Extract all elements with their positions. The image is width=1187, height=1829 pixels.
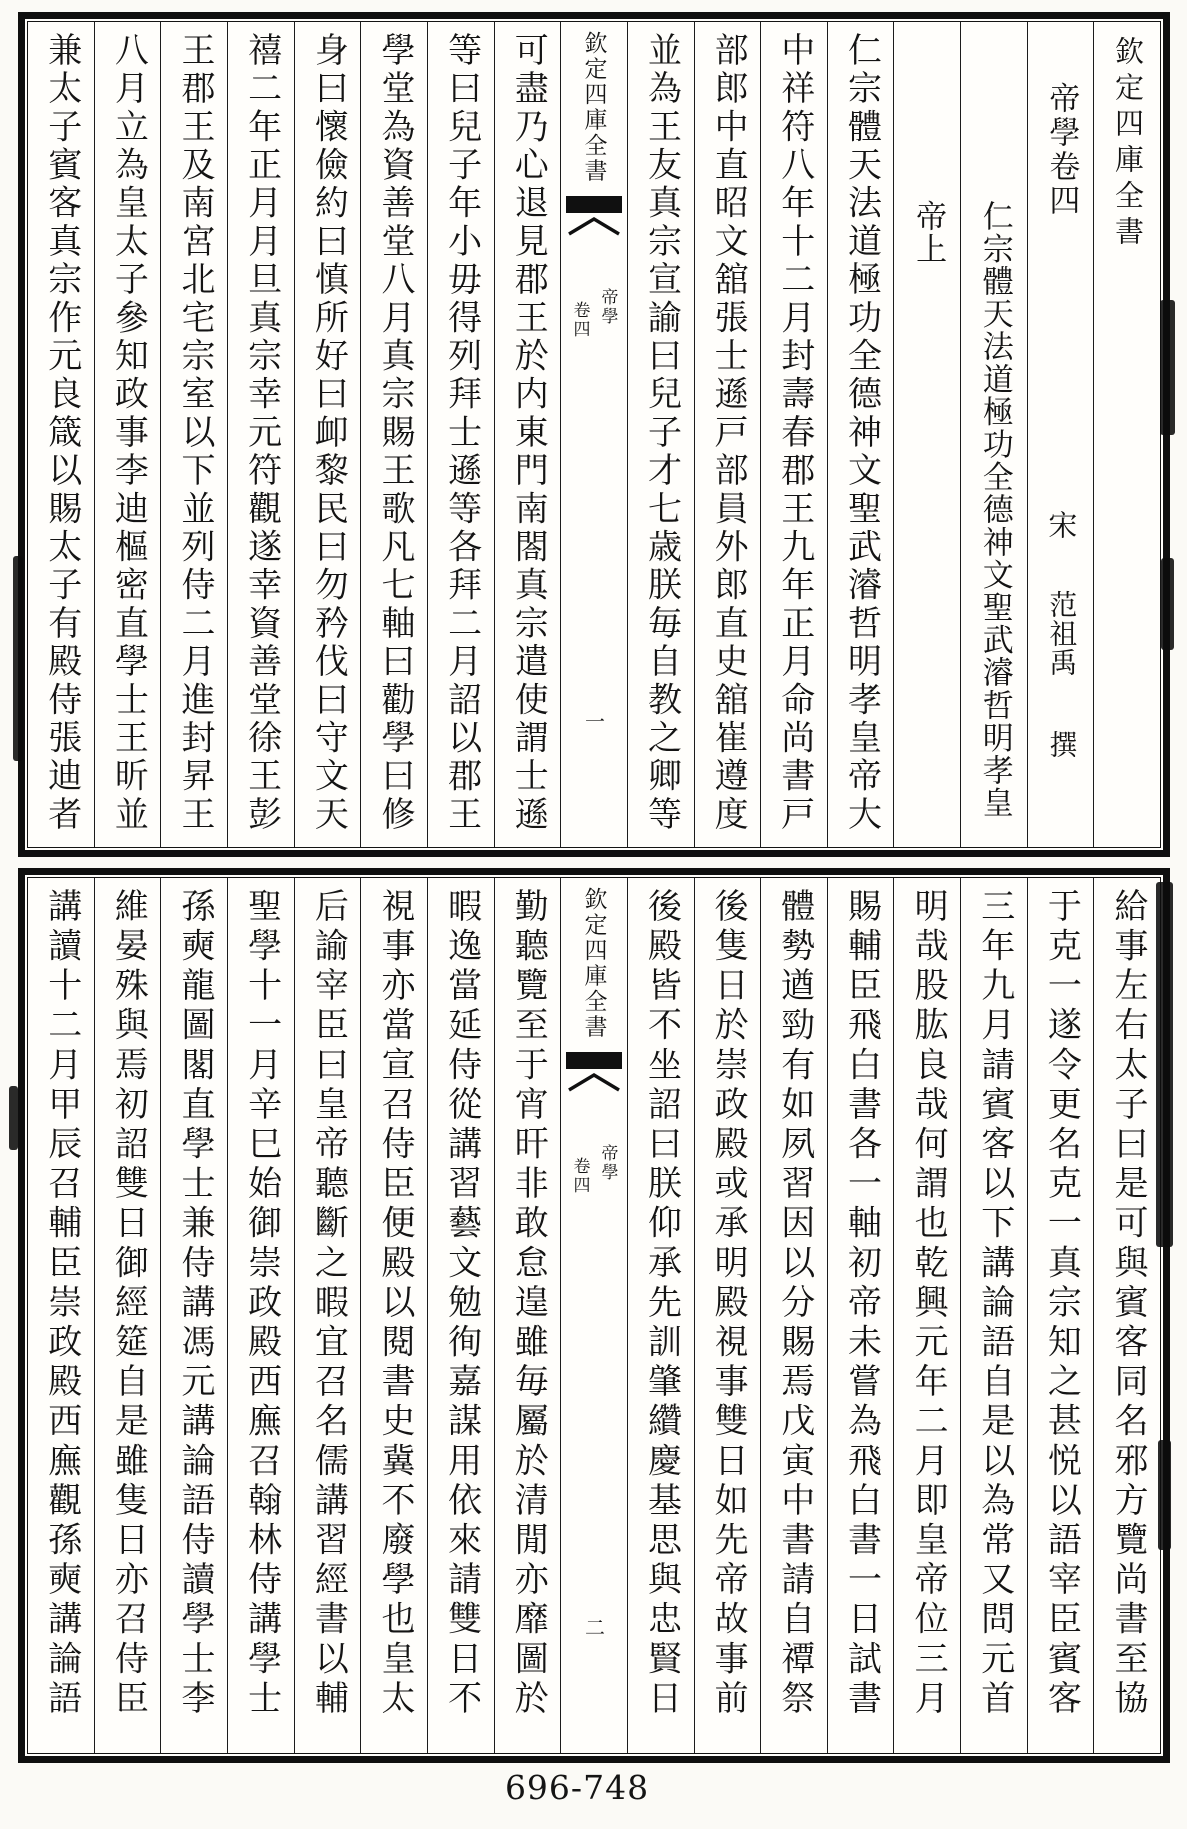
text-column: 賜輔臣飛白書各一軸初帝未嘗為飛白書一日試書: [827, 878, 894, 1753]
text-column: 孫奭龍圖閣直學士兼侍講馮元講論語侍讀學士李: [160, 878, 227, 1753]
text-column: 后諭宰臣曰皇帝聽斷之暇宜召名儒講習經書以輔: [294, 878, 361, 1753]
page-block-top-inner: [27, 21, 1161, 848]
text-column: 部郎中直昭文舘張士遜戸部員外郎直史舘崔遵度: [694, 22, 761, 847]
volume-author-column: [1027, 22, 1094, 847]
fishtail-mark: [566, 1052, 622, 1094]
text-column: 體勢遒勁有如夙習因以分賜焉戊寅中書請自禫祭: [760, 878, 827, 1753]
text-column: 給事左右太子曰是可與賓客同名邪方覽尚書至協: [1093, 878, 1160, 1753]
author-role: 撰: [1045, 730, 1079, 758]
text-column: 聖學十一月辛巳始御崇政殿西廡召翰林侍講學士: [227, 878, 294, 1753]
banxin-column: [560, 22, 627, 847]
text-column: 後殿皆不坐詔曰朕仰承先訓肇纘慶基思與忠賢日: [627, 878, 694, 1753]
text-column: 學堂為資善堂八月真宗賜王歌凡七軸曰勸學曰修: [360, 22, 427, 847]
text-column: 維晏殊與焉初詔雙日御經筵自是雖隻日亦召侍臣: [94, 878, 161, 1753]
banxin-juan-number: 卷四: [569, 1157, 590, 1195]
banxin-book-label: [568, 1144, 621, 1195]
fishtail-mark: [566, 196, 622, 238]
banxin-series-title: 欽定四庫全書: [580, 887, 607, 1040]
banxin-page-number: 二: [581, 1617, 606, 1637]
text-column: 勤聽覽至于宵旰非敢怠遑雖毎屬於清閒亦靡圖於: [494, 878, 561, 1753]
banxin-book-title: 帝學: [597, 288, 618, 326]
text-column: 講讀十二月甲辰召輔臣崇政殿西廡觀孫奭講論語: [41, 888, 82, 1720]
series-title-column: 欽定四庫全書: [1093, 22, 1160, 847]
author-dynasty: 宋: [1044, 510, 1079, 539]
banxin-column: [560, 878, 627, 1753]
text-column: 並為王友真宗宣諭曰兒子才七歳朕毎自教之卿等: [627, 22, 694, 847]
volume-title: 帝學卷四: [1043, 82, 1080, 218]
text-column: 三年九月請賓客以下講論語自是以為常又問元首: [960, 878, 1027, 1753]
text-column: 明哉股肱良哉何謂也乾興元年二月即皇帝位三月: [893, 878, 960, 1753]
author-name: 范祖禹: [1045, 590, 1079, 677]
page-block-top: [18, 12, 1170, 857]
text-column: 八月立為皇太子參知政事李迪樞密直學士王昕並: [94, 22, 161, 847]
text-column: 身曰懷儉約曰慎所好曰卹黎民曰勿矜伐曰守文天: [294, 22, 361, 847]
text-column: 可盡乃心退見郡王於内東門南閤真宗遣使謂士遜: [494, 22, 561, 847]
banxin-juan-number: 卷四: [569, 301, 590, 339]
scan-artifact: [13, 556, 23, 761]
scan-artifact: [1161, 558, 1174, 650]
text-column: 王郡王及南宮北宅宗室以下並列侍二月進封昇王: [160, 22, 227, 847]
text-column: 暇逸當延侍從講習藝文勉徇嘉謀用依來請雙日不: [427, 878, 494, 1753]
folio-number: 696-748: [504, 1768, 650, 1807]
chapter-heading-line2: 帝上: [893, 22, 960, 847]
scan-artifact: [9, 1086, 18, 1150]
banxin-book-title: 帝學: [597, 1144, 618, 1182]
text-column: 于克一遂令更名克一真宗知之甚悦以語宰臣賓客: [1027, 878, 1094, 1753]
scan-artifact: [1158, 1440, 1171, 1550]
chapter-heading-line1: 仁宗體天法道極功全德神文聖武濬哲明孝皇: [960, 22, 1027, 847]
text-column: 兼太子賓客真宗作元良箴以賜太子有殿侍張迪者: [41, 32, 82, 835]
text-column: 中祥符八年十二月封壽春郡王九年正月命尚書戸: [760, 22, 827, 847]
page-block-bottom: [18, 868, 1170, 1763]
banxin-book-label: [568, 288, 621, 339]
scan-artifact: [1156, 882, 1173, 1247]
text-column: 仁宗體天法道極功全德神文聖武濬哲明孝皇帝大: [827, 22, 894, 847]
text-column: 視事亦當宣召侍臣便殿以閱書史冀不廢學也皇太: [360, 878, 427, 1753]
scan-artifact: [1160, 300, 1175, 435]
banxin-page-number: 一: [581, 711, 606, 731]
text-column: 禧二年正月月旦真宗幸元符觀遂幸資善堂徐王彭: [227, 22, 294, 847]
text-column: 後隻日於崇政殿或承明殿視事雙日如先帝故事前: [694, 878, 761, 1753]
page-block-bottom-inner: [27, 877, 1161, 1754]
text-column: 等曰兒子年小毋得列拜士遜等各拜二月詔以郡王: [427, 22, 494, 847]
banxin-series-title: 欽定四庫全書: [580, 31, 607, 184]
